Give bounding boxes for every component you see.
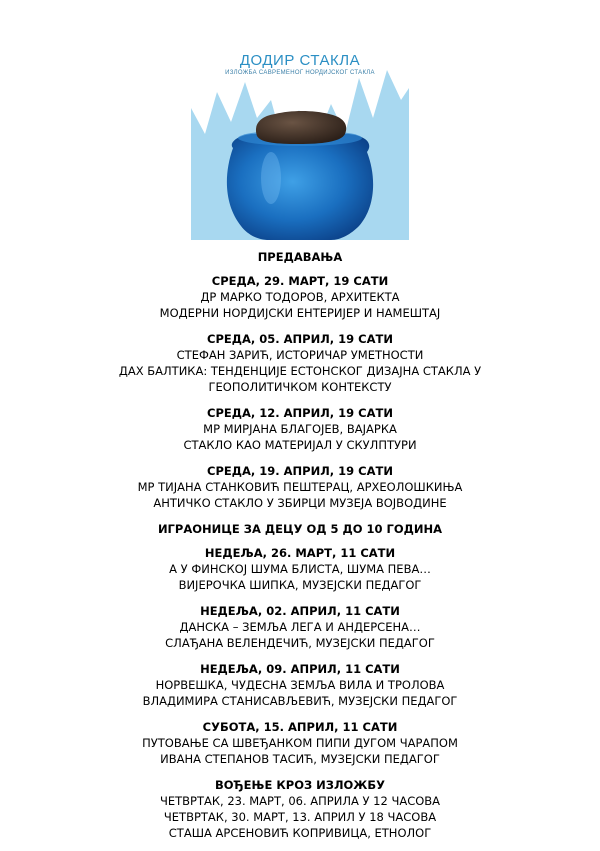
workshop-event	[0, 603, 600, 651]
lecture-event	[0, 331, 600, 395]
event-date: НЕДЕЉА, 09. АПРИЛ, 11 САТИ	[200, 662, 400, 676]
workshop-event	[0, 719, 600, 767]
event-line: СТЕФАН ЗАРИЋ, ИСТОРИЧАР УМЕТНОСТИ	[176, 348, 424, 362]
stone-lid	[256, 111, 346, 144]
event-line: МОДЕРНИ НОРДИЈСКИ ЕНТЕРИЈЕР И НАМЕШТАЈ	[159, 306, 441, 320]
event-line: НОРВЕШКА, ЧУДЕСНА ЗЕМЉА ВИЛА И ТРОЛОВА	[155, 678, 445, 692]
tours-section	[0, 777, 600, 841]
tour-line: ЧЕТВРТАК, 23. МАРТ, 06. АПРИЛА У 12 ЧАСОВА	[159, 794, 441, 808]
event-line: ВЛАДИМИРА СТАНИСАВЉЕВИЋ, МУЗЕЈСКИ ПЕДАГОГ	[142, 694, 458, 708]
event-date: НЕДЕЉА, 02. АПРИЛ, 11 САТИ	[200, 604, 400, 618]
event-date: СУБОТА, 15. АПРИЛ, 11 САТИ	[202, 720, 398, 734]
event-date: НЕДЕЉА, 26. МАРТ, 11 САТИ	[204, 546, 396, 560]
poster-title: ДОДИР СТАКЛА	[239, 52, 361, 69]
lectures-heading: ПРЕДАВАЊА	[257, 250, 343, 264]
lecture-event	[0, 273, 600, 321]
workshop-event	[0, 661, 600, 709]
event-line: СТАКЛО КАО МАТЕРИЈАЛ У СКУЛПТУРИ	[183, 438, 417, 452]
event-line: ДАХ БАЛТИКА: ТЕНДЕНЦИЈЕ ЕСТОНСКОГ ДИЗАЈНА СТАКЛА У	[118, 364, 482, 378]
event-line: ИВАНА СТЕПАНОВ ТАСИЋ, МУЗЕЈСКИ ПЕДАГОГ	[160, 752, 440, 766]
event-line: А У ФИНСКОЈ ШУМА БЛИСТА, ШУМА ПЕВА…	[169, 562, 431, 576]
workshop-event	[0, 545, 600, 593]
poster-artwork	[191, 48, 409, 240]
event-line: МР ТИЈАНА СТАНКОВИЋ ПЕШТЕРАЦ, АРХЕОЛОШКИЊА	[137, 480, 463, 494]
vase-highlight	[261, 152, 281, 204]
poster-subtitle: ИЗЛОЖБА САВРЕМЕНОГ НОРДИЈСКОГ СТАКЛА	[225, 70, 375, 76]
tour-line: СТАША АРСЕНОВИЋ КОПРИВИЦА, ЕТНОЛОГ	[168, 826, 432, 840]
tour-line: ЧЕТВРТАК, 30. МАРТ, 13. АПРИЛ У 18 ЧАСОВА	[163, 810, 437, 824]
event-date: СРЕДА, 12. АПРИЛ, 19 САТИ	[207, 406, 393, 420]
tours-heading: ВОЂЕЊЕ КРОЗ ИЗЛОЖБУ	[215, 778, 385, 792]
blue-glass-vase	[227, 134, 373, 240]
event-date: СРЕДА, 29. МАРТ, 19 САТИ	[211, 274, 389, 288]
event-line: МР МИРЈАНА БЛАГОЈЕВ, ВАЈАРКА	[203, 422, 397, 436]
workshops-heading: ИГРАОНИЦЕ ЗА ДЕЦУ ОД 5 ДО 10 ГОДИНА	[157, 522, 443, 536]
program-text	[0, 249, 600, 851]
event-line: ПУТОВАЊЕ СА ШВЕЂАНКОМ ПИПИ ДУГОМ ЧАРАПОМ	[142, 736, 458, 750]
lecture-event	[0, 463, 600, 511]
event-date: СРЕДА, 19. АПРИЛ, 19 САТИ	[207, 464, 393, 478]
event-line: ВИЈЕРОЧКА ШИПКА, МУЗЕЈСКИ ПЕДАГОГ	[178, 578, 422, 592]
event-line: АНТИЧКО СТАКЛО У ЗБИРЦИ МУЗЕЈА ВОЈВОДИНЕ	[153, 496, 447, 510]
lecture-event	[0, 405, 600, 453]
event-date: СРЕДА, 05. АПРИЛ, 19 САТИ	[207, 332, 393, 346]
event-line: ГЕОПОЛИТИЧКОМ КОНТЕКСТУ	[208, 380, 392, 394]
exhibition-poster	[191, 48, 409, 240]
event-line: ДР МАРКО ТОДОРОВ, АРХИТЕКТА	[200, 290, 400, 304]
event-line: ДАНСКА – ЗЕМЉА ЛЕГА И АНДЕРСЕНА…	[179, 620, 421, 634]
event-line: СЛАЂАНА ВЕЛЕНДЕЧИЋ, МУЗЕЈСКИ ПЕДАГОГ	[165, 636, 435, 650]
